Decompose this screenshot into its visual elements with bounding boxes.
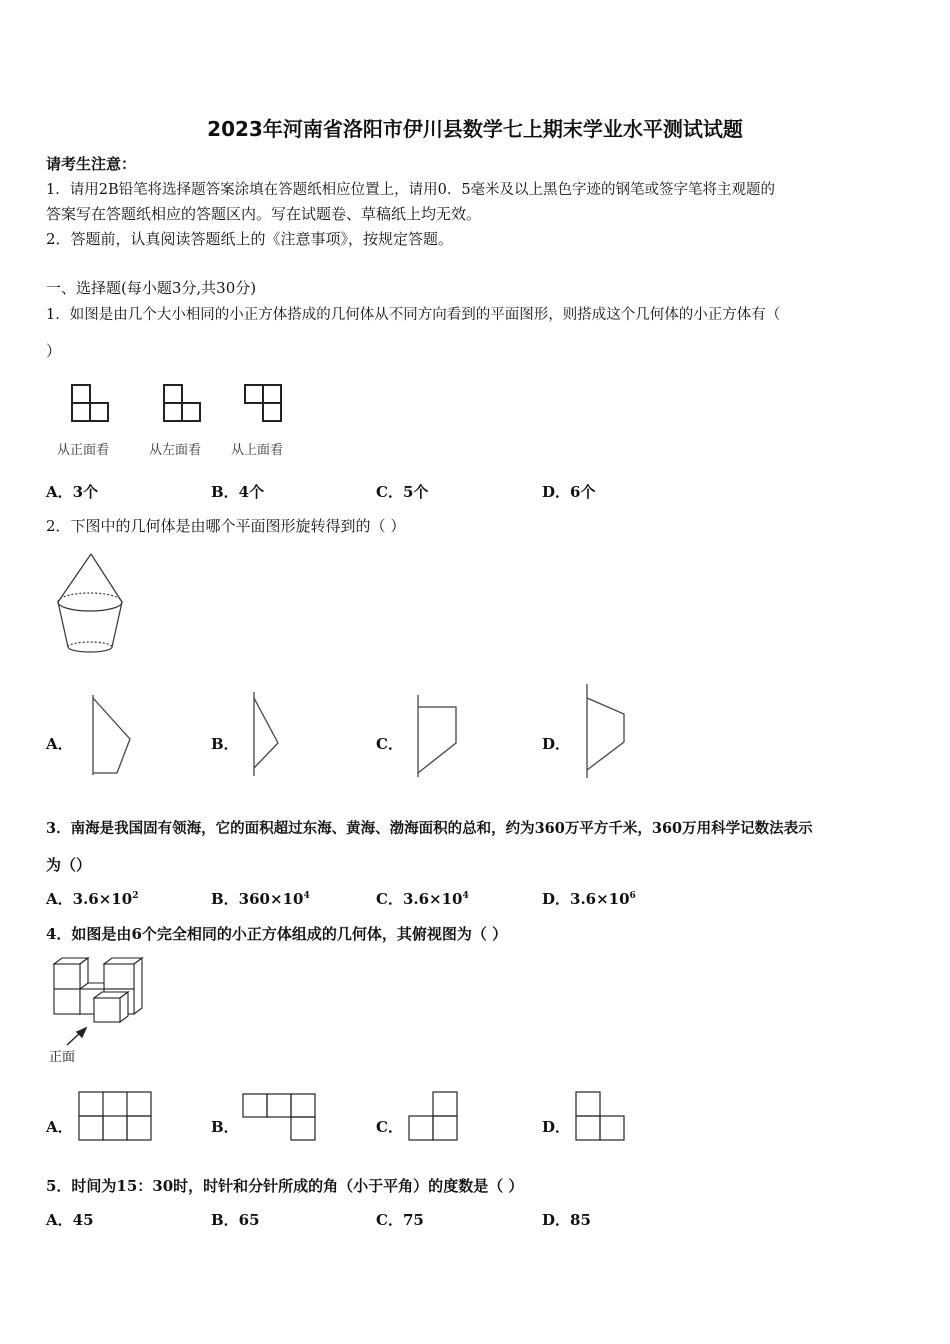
q1-option-b[interactable]: B．4个 <box>211 483 265 501</box>
q3-option-a-exp: 2 <box>132 891 139 901</box>
q5-option-d[interactable]: D．85 <box>542 1211 591 1229</box>
q1-option-d[interactable]: D．6个 <box>542 483 596 501</box>
q1-stem-end: ） <box>46 342 62 360</box>
q3-option-a-label: A．3.6×10 <box>46 890 133 908</box>
q3-option-d[interactable] <box>542 888 636 909</box>
q1-caption-left: 从左面看 <box>149 443 202 458</box>
q3-option-d-label: D．3.6×10 <box>542 890 630 908</box>
notice-line-1a: 1．请用2B铅笔将选择题答案涂填在答题纸相应位置上，请用0．5毫米及以上黑色字迹的钢笔或签字笔将主观题的 <box>46 182 776 198</box>
q4-option-d[interactable]: D． <box>542 1118 571 1136</box>
q4-option-d-figure <box>575 1091 627 1143</box>
q3-option-c-exp: 4 <box>462 891 469 901</box>
notice-heading: 请考生注意： <box>46 155 137 173</box>
q1-left-view-figure <box>162 383 204 423</box>
q4-cubes-figure <box>48 956 148 1026</box>
q4-option-b[interactable]: B． <box>211 1118 239 1136</box>
q2-solid-figure <box>55 552 125 657</box>
q3-option-b[interactable] <box>211 888 310 909</box>
q2-option-a-figure <box>88 693 136 778</box>
q4-option-c-figure <box>408 1091 460 1143</box>
q3-option-c-label: C．3.6×10 <box>376 890 463 908</box>
q2-stem: 2．下图中的几何体是由哪个平面图形旋转得到的（ ） <box>46 517 406 535</box>
q3-stem: 3．南海是我国固有领海，它的面积超过东海、黄海、渤海面积的总和，约为360万平方千米，360万用科学记数法表示 <box>46 820 813 837</box>
notice-line-1b: 答案写在答题纸相应的答题区内。写在试题卷、草稿纸上均无效。 <box>46 205 482 223</box>
q4-option-c[interactable]: C． <box>376 1118 403 1136</box>
q3-stem-end: 为（） <box>46 856 92 874</box>
q1-top-view-figure <box>243 383 285 423</box>
q2-option-c[interactable]: C． <box>376 735 403 753</box>
q2-option-d-figure <box>583 682 633 782</box>
q1-front-view-figure <box>70 383 112 423</box>
q4-option-a-figure <box>78 1091 153 1143</box>
q2-option-b-figure <box>248 690 284 780</box>
q3-option-a[interactable] <box>46 888 138 909</box>
q4-stem: 4．如图是由6个完全相同的小正方体组成的几何体，其俯视图为（ ） <box>46 925 508 943</box>
q5-stem: 5．时间为15：30时，时针和分针所成的角（小于平角）的度数是（ ） <box>46 1177 524 1195</box>
page-title: 2023年河南省洛阳市伊川县数学七上期末学业水平测试试题 <box>207 117 743 141</box>
q2-option-b[interactable]: B． <box>211 735 239 753</box>
q2-option-a[interactable]: A． <box>46 735 73 753</box>
q5-option-b[interactable]: B．65 <box>211 1211 260 1229</box>
notice-line-2: 2．答题前，认真阅读答题纸上的《注意事项》，按规定答题。 <box>46 230 454 248</box>
q1-caption-top: 从上面看 <box>231 443 284 458</box>
q3-option-b-exp: 4 <box>303 891 310 901</box>
q5-option-a[interactable]: A．45 <box>46 1211 94 1229</box>
q3-option-b-label: B．360×10 <box>211 890 304 908</box>
q2-option-c-figure <box>413 693 463 781</box>
q1-stem: 1．如图是由几个大小相同的小正方体搭成的几何体从不同方向看到的平面图形，则搭成这个几何体的小正方体有（ <box>46 307 781 323</box>
q4-front-label: 正面 <box>49 1050 76 1065</box>
q4-option-a[interactable]: A． <box>46 1118 73 1136</box>
q2-option-d[interactable]: D． <box>542 735 571 753</box>
section-heading: 一、选择题(每小题3分,共30分) <box>46 279 257 297</box>
q1-option-c[interactable]: C．5个 <box>376 483 429 501</box>
q3-option-d-exp: 6 <box>629 891 636 901</box>
q4-option-b-figure <box>242 1093 317 1143</box>
q1-option-a[interactable]: A．3个 <box>46 483 99 501</box>
q5-option-c[interactable]: C．75 <box>376 1211 424 1229</box>
front-arrow-icon <box>64 1026 90 1048</box>
q1-caption-front: 从正面看 <box>57 443 110 458</box>
q3-option-c[interactable] <box>376 888 469 909</box>
